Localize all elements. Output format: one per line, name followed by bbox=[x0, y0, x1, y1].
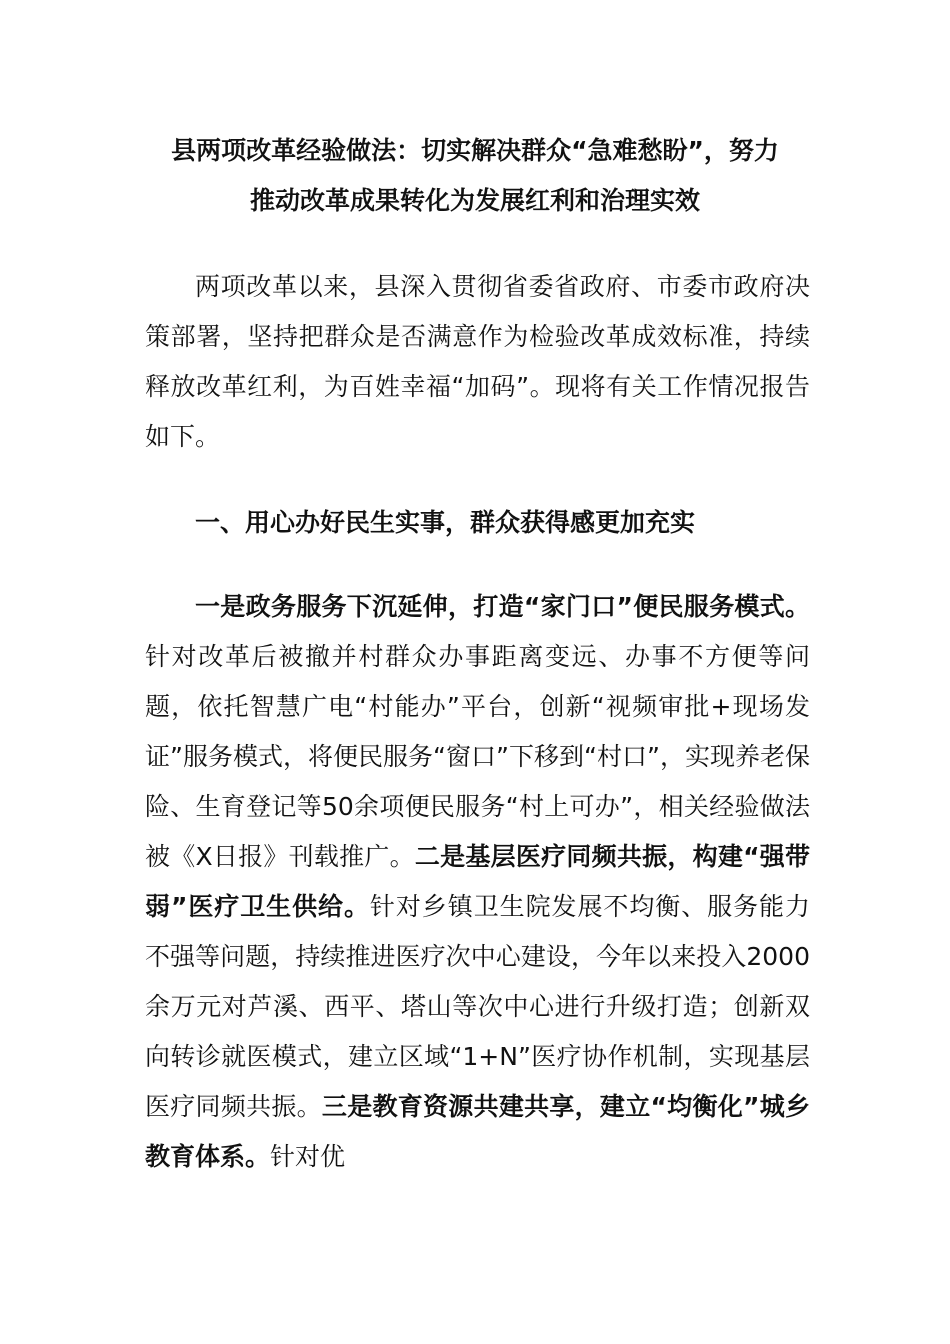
title-line-1: 县两项改革经验做法：切实解决群众“急难愁盼”，努力 bbox=[171, 136, 779, 165]
item2-text: 针对乡镇卫生院发展不均衡、服务能力不强等问题，持续推进医疗次中心建设，今年以来投入2000余万元对芦溪、西平、塔山等次中心进行升级打造；创新双向转诊就医模式，建立区域“1+N”医疗协作机制，实现基层医疗同频共振。 bbox=[145, 892, 810, 1121]
item3-text: 针对优 bbox=[270, 1142, 346, 1171]
body-paragraph bbox=[145, 582, 810, 1182]
section-heading: 一、用心办好民生实事，群众获得感更加充实 bbox=[195, 508, 696, 537]
item1-text: 针对改革后被撤并村群众办事距离变远、办事不方便等问题，依托智慧广电“村能办”平台，创新“视频审批+现场发证”服务模式，将便民服务“窗口”下移到“村口”，实现养老保险、生育登记等50余项便民服务“村上可办”，相关经验做法被《X日报》刊载推广。 bbox=[145, 642, 810, 871]
document-title bbox=[120, 126, 830, 226]
item1-heading: 一是政务服务下沉延伸，打造“家门口”便民服务模式。 bbox=[195, 592, 810, 621]
intro-paragraph: 两项改革以来，县深入贯彻省委省政府、市委市政府决策部署，坚持把群众是否满意作为检验改革成效标准，持续释放改革红利，为百姓幸福“加码”。现将有关工作情况报告如下。 bbox=[145, 272, 810, 451]
item2-heading: 二是基层医疗同频共振，构建“强带弱”医疗卫生供给。 bbox=[145, 842, 810, 921]
item3-heading: 三是教育资源共建共享，建立“均衡化”城乡教育体系。 bbox=[145, 1092, 810, 1171]
title-line-2: 推动改革成果转化为发展红利和治理实效 bbox=[249, 186, 700, 215]
